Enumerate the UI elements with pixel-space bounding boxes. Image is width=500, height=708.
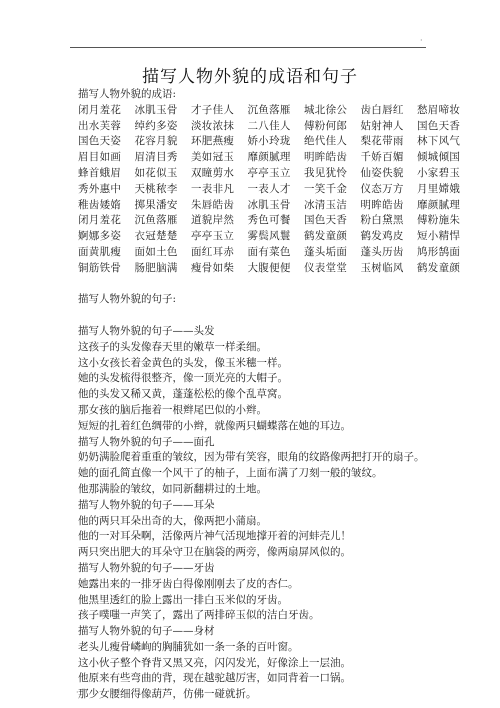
idiom-cell: 冰肌玉骨	[134, 103, 178, 116]
idiom-row	[78, 134, 488, 150]
idiom-cell: 一表非凡	[191, 182, 235, 195]
idiom-cell: 明眸皓齿	[360, 198, 404, 211]
idiom-cell: 倾城倾国	[417, 151, 461, 164]
idiom-cell: 衣冠楚楚	[134, 230, 178, 243]
idiom-cell: 面黄肌瘦	[78, 245, 122, 258]
idiom-cell: 仪表堂堂	[304, 261, 348, 274]
idiom-cell: 亭亭玉立	[247, 166, 291, 179]
idiom-cell: 绰约多姿	[134, 119, 178, 132]
footer-mark: ·	[76, 688, 79, 697]
text-line: 他黑里透红的脸上露出一排白玉米似的牙齿。	[78, 593, 288, 606]
idiom-cell: 小家碧玉	[417, 166, 461, 179]
idiom-cell: 秀色可餐	[247, 214, 291, 227]
idiom-cell: 鹤发鸡皮	[360, 230, 404, 243]
idiom-cell: 朱唇皓齿	[191, 198, 235, 211]
idiom-cell: 婀娜多姿	[78, 230, 122, 243]
idiom-cell: 美如冠玉	[191, 151, 235, 164]
idiom-row	[78, 182, 488, 198]
idiom-cell: 月里嫦娥	[417, 182, 461, 195]
idiom-cell: 闭月羞花	[78, 103, 122, 116]
text-line: 她的面孔简直像一个风干了的柚子，上面布满了刀刻一般的皱纹。	[78, 467, 383, 480]
text-line: 她露出来的一排牙齿白得像刚刚去了皮的杏仁。	[78, 577, 299, 590]
text-line: 描写人物外貌的句子——耳朵	[78, 498, 215, 511]
idiom-cell: 闭月羞花	[78, 214, 122, 227]
sentence-list	[78, 324, 488, 703]
idiom-cell: 靡颜腻理	[417, 198, 461, 211]
idiom-cell: 道貌岸然	[191, 214, 235, 227]
idiom-cell: 姑射神人	[360, 119, 404, 132]
idiom-cell: 淡妆浓抹	[191, 119, 235, 132]
text-line: 这小伙子整个脊背又黑又亮，闪闪发光，好像涂上一层油。	[78, 656, 351, 669]
corner-mark: ·	[420, 36, 423, 45]
text-line: 那女孩的脑后拖着一根辫尾巴似的小辫。	[78, 403, 267, 416]
idiom-cell: 天桃秾李	[134, 182, 178, 195]
idiom-cell: 傅粉何郎	[304, 119, 348, 132]
text-line: 她的头发梳得很整齐，像一顶光亮的大帽子。	[78, 372, 288, 385]
idiom-cell: 如花似玉	[134, 166, 178, 179]
idiom-cell: 绝代佳人	[304, 135, 348, 148]
text-line: 老头儿瘦骨嶙峋的胸脯犹如一条一条的百叶窗。	[78, 640, 299, 653]
idiom-cell: 秀外惠中	[78, 182, 122, 195]
idiom-cell: 梨花带雨	[360, 135, 404, 148]
idioms-heading: 描写人物外貌的成语:	[78, 88, 177, 100]
text-line: 描写人物外貌的句子——头发	[78, 324, 215, 337]
idiom-cell: 城北徐公	[304, 103, 348, 116]
idiom-cell: 鹤发童颜	[304, 230, 348, 243]
idiom-cell: 眉清目秀	[134, 151, 178, 164]
idiom-cell: 齿白唇红	[360, 103, 404, 116]
text-line: 那少女腰细得像葫芦，仿佛一碰就折。	[78, 688, 257, 701]
idiom-cell: 靡颜腻理	[247, 151, 291, 164]
idiom-cell: 亭亭玉立	[191, 230, 235, 243]
idiom-row	[78, 150, 488, 166]
idiom-cell: 花容月貌	[134, 135, 178, 148]
text-line: 两只突出肥大的耳朵守卫在脑袋的两旁，像两扇屏风似的。	[78, 546, 351, 559]
idiom-row	[78, 245, 488, 261]
idiom-cell: 明眸皓齿	[304, 151, 348, 164]
text-line: 他的头发又稀又黄，蓬蓬松松的像个乱草窝。	[78, 388, 288, 401]
sentences-heading: 描写人物外貌的句子:	[78, 293, 177, 306]
idiom-cell: 愁眉啼妆	[417, 103, 461, 116]
idiom-cell: 一笑千金	[304, 182, 348, 195]
idiom-cell: 冰肌玉骨	[247, 198, 291, 211]
idiom-cell: 稚齿婑媠	[78, 198, 122, 211]
idiom-cell: 沉鱼落雁	[134, 214, 178, 227]
idiom-cell: 国色天香	[417, 119, 461, 132]
idiom-row	[78, 261, 488, 277]
idiom-row	[78, 213, 488, 229]
spacer	[78, 308, 488, 324]
text-line: 这小女孩长着金黄色的头发，像玉米穗一样。	[78, 356, 288, 369]
text-line: 他原来有些弯曲的背，现在越驼越厉害，如同背着一口锅。	[78, 672, 351, 685]
idiom-cell: 掷果潘安	[134, 198, 178, 211]
text-line: 孩子噗嗤一声笑了，露出了两排碎玉似的洁白牙齿。	[78, 609, 320, 622]
idiom-cell: 国色天姿	[78, 135, 122, 148]
idiom-table	[78, 103, 488, 277]
text-line: 描写人物外貌的句子——身材	[78, 625, 215, 638]
idiom-cell: 短小精悍	[417, 230, 461, 243]
text-line: 他的一对耳朵啊，活像两片神气活现地撑开着的河蚌壳儿！	[78, 530, 351, 543]
idiom-cell: 面如土色	[134, 245, 178, 258]
text-line: 他那满脸的皱纹，如同新翻耕过的土地。	[78, 482, 267, 495]
idiom-cell: 出水芙蓉	[78, 119, 122, 132]
text-line: 他的两只耳朵出奇的大，像两把小蒲扇。	[78, 514, 267, 527]
spacer	[78, 277, 488, 293]
idiom-cell: 面红耳赤	[191, 245, 235, 258]
idiom-cell: 双瞳剪水	[191, 166, 235, 179]
idiom-row	[78, 119, 488, 135]
idiom-cell: 瘦骨如柴	[191, 261, 235, 274]
idiom-cell: 沉鱼落雁	[247, 103, 291, 116]
idiom-cell: 铜筋铁骨	[78, 261, 122, 274]
idiom-row	[78, 198, 488, 214]
idiom-cell: 面有菜色	[247, 245, 291, 258]
idiom-cell: 环肥燕瘦	[191, 135, 235, 148]
idiom-cell: 仙姿佚貌	[360, 166, 404, 179]
idiom-cell: 冰清玉洁	[304, 198, 348, 211]
idiom-cell: 林下风气	[417, 135, 461, 148]
idiom-cell: 雾鬓风鬟	[247, 230, 291, 243]
idiom-cell: 娇小玲珑	[247, 135, 291, 148]
idiom-cell: 鸠形鹄面	[417, 245, 461, 258]
idiom-cell: 千娇百媚	[360, 151, 404, 164]
idiom-cell: 二八佳人	[247, 119, 291, 132]
text-line: 描写人物外貌的句子——牙齿	[78, 561, 215, 574]
idiom-row	[78, 229, 488, 245]
idiom-cell: 鹤发童颜	[417, 261, 461, 274]
idiom-row	[78, 103, 488, 119]
idiom-cell: 国色天香	[304, 214, 348, 227]
idiom-cell: 才子佳人	[191, 103, 235, 116]
text-line: 奶奶满脸爬着重重的皱纹，因为带有笑容，眼角的纹路像两把打开的扇子。	[78, 451, 425, 464]
idiom-cell: 一表人才	[247, 182, 291, 195]
idiom-cell: 我见犹怜	[304, 166, 348, 179]
idiom-cell: 蓬头历齿	[360, 245, 404, 258]
document-title: 描写人物外貌的成语和句子	[142, 67, 358, 87]
idiom-cell: 肠肥脑满	[134, 261, 178, 274]
idiom-cell: 傅粉施朱	[417, 214, 461, 227]
idiom-cell: 大腹便便	[247, 261, 291, 274]
idiom-cell: 仪态万方	[360, 182, 404, 195]
idiom-cell: 眉目如画	[78, 151, 122, 164]
idiom-row	[78, 166, 488, 182]
text-line: 短短的扎着红色绸带的小辫，就像两只蝴蝶落在她的耳边。	[78, 419, 351, 432]
header-rule	[70, 47, 426, 48]
document-body	[78, 87, 488, 703]
idiom-cell: 蜂首蛾眉	[78, 166, 122, 179]
idiom-cell: 玉树临风	[360, 261, 404, 274]
idiom-cell: 蓬头垢面	[304, 245, 348, 258]
text-line: 这孩子的头发像春天里的嫩草一样柔细。	[78, 340, 267, 353]
text-line: 描写人物外貌的句子——面孔	[78, 435, 215, 448]
idiom-cell: 粉白黛黑	[360, 214, 404, 227]
